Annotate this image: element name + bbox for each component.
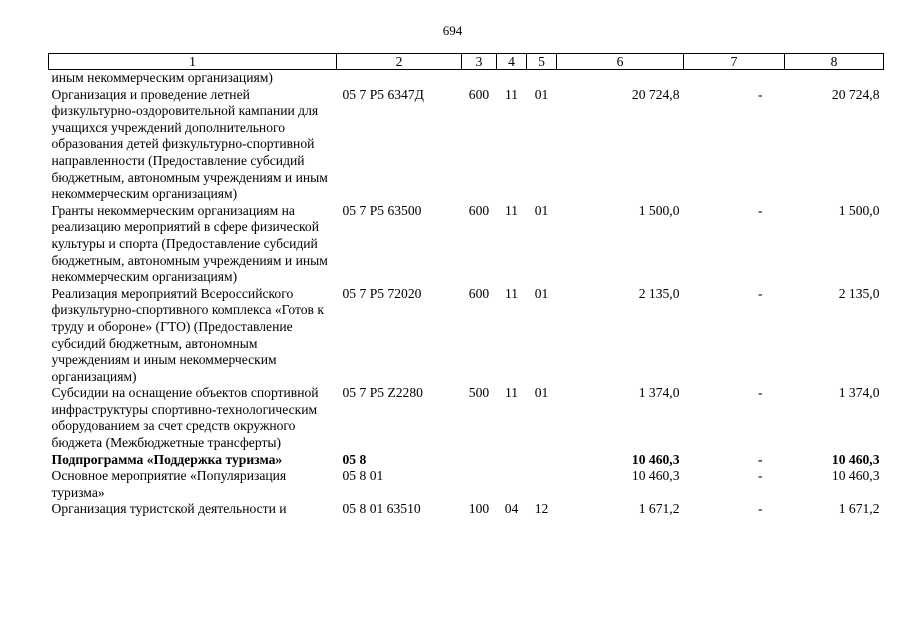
row-amount-final: 1 671,2 bbox=[838, 501, 880, 517]
row-section bbox=[497, 452, 527, 469]
row-subsection: 01 bbox=[534, 285, 549, 301]
row-amount-final: 20 724,8 bbox=[831, 86, 880, 102]
row-amount-total: 1 374,0 bbox=[638, 385, 680, 401]
row-amount-final: 1 500,0 bbox=[838, 202, 880, 218]
row-amount-total: 2 135,0 bbox=[638, 285, 680, 301]
row-type-code bbox=[462, 70, 497, 87]
row-type-code bbox=[462, 452, 497, 469]
row-code: 05 8 01 bbox=[342, 468, 384, 484]
row-type-code: 100 bbox=[468, 501, 490, 517]
row-amount-total: 10 460,3 bbox=[631, 451, 680, 467]
row-name: Гранты некоммерческим организациям на реализацию мероприятий в сфере физической культуры и спорта (Предоставление субсидий бюджетным, автономным учреждениям и иным некоммерческим организациям) bbox=[51, 202, 328, 285]
row-type-code: 600 bbox=[468, 202, 490, 218]
row-amount-change: - bbox=[757, 385, 763, 401]
row-name: Подпрограмма «Поддержка туризма» bbox=[51, 451, 283, 467]
row-type-code: 600 bbox=[468, 285, 490, 301]
row-code bbox=[337, 70, 462, 87]
table-row bbox=[49, 385, 884, 451]
row-subsection: 01 bbox=[534, 86, 549, 102]
table-row bbox=[49, 452, 884, 469]
column-header-4: 4 bbox=[497, 54, 527, 70]
column-header-8: 8 bbox=[785, 54, 884, 70]
row-section: 11 bbox=[504, 202, 519, 218]
row-type-code: 600 bbox=[468, 86, 490, 102]
row-amount-total bbox=[557, 70, 684, 87]
column-header-6: 6 bbox=[557, 54, 684, 70]
table-body bbox=[49, 70, 884, 519]
row-amount-total: 10 460,3 bbox=[631, 468, 680, 484]
row-name: Организация и проведение летней физкультурно-оздоровительной кампании для учащихся учреждений дополнительного образования детей физкультурно-спортивной направленности (Предоставление субсидий бюджетным, автономным учреждениям и иным некоммерческим организациям) bbox=[51, 86, 328, 202]
row-subsection bbox=[527, 452, 557, 469]
row-amount-total: 1 671,2 bbox=[638, 501, 680, 517]
row-type-code: 500 bbox=[468, 385, 490, 401]
row-subsection: 12 bbox=[534, 501, 549, 517]
row-amount-change: - bbox=[757, 501, 763, 517]
row-amount-final: 10 460,3 bbox=[831, 468, 880, 484]
row-subsection: 01 bbox=[534, 385, 549, 401]
column-header-7: 7 bbox=[684, 54, 785, 70]
row-subsection: 01 bbox=[534, 202, 549, 218]
row-section bbox=[497, 70, 527, 87]
row-code: 05 7 Р5 72020 bbox=[342, 285, 422, 301]
table-row bbox=[49, 70, 884, 87]
column-header-5: 5 bbox=[527, 54, 557, 70]
table-row bbox=[49, 87, 884, 203]
row-code: 05 8 01 63510 bbox=[342, 501, 421, 517]
row-code: 05 7 Р5 6347Д bbox=[342, 86, 424, 102]
row-name: Организация туристской деятельности и bbox=[51, 501, 287, 517]
column-header-3: 3 bbox=[462, 54, 497, 70]
column-header-2: 2 bbox=[337, 54, 462, 70]
row-amount-change: - bbox=[757, 86, 763, 102]
row-code: 05 8 bbox=[342, 451, 367, 467]
row-amount-total: 20 724,8 bbox=[631, 86, 680, 102]
table-row bbox=[49, 286, 884, 386]
table-row bbox=[49, 468, 884, 501]
row-amount-final bbox=[785, 70, 884, 87]
row-type-code bbox=[462, 468, 497, 501]
row-amount-final: 10 460,3 bbox=[831, 451, 880, 467]
row-section bbox=[497, 468, 527, 501]
row-amount-final: 2 135,0 bbox=[838, 285, 880, 301]
row-section: 11 bbox=[504, 285, 519, 301]
row-amount-total: 1 500,0 bbox=[638, 202, 680, 218]
row-amount-final: 1 374,0 bbox=[838, 385, 880, 401]
budget-table bbox=[48, 53, 884, 518]
row-subsection bbox=[527, 468, 557, 501]
column-number-header-row bbox=[49, 54, 884, 70]
table-row bbox=[49, 501, 884, 518]
column-header-1: 1 bbox=[49, 54, 337, 70]
row-amount-change: - bbox=[757, 468, 763, 484]
row-section: 11 bbox=[504, 86, 519, 102]
row-section: 04 bbox=[504, 501, 519, 517]
row-section: 11 bbox=[504, 385, 519, 401]
row-amount-change: - bbox=[757, 285, 763, 301]
row-amount-change bbox=[684, 70, 785, 87]
table-row bbox=[49, 203, 884, 286]
row-subsection bbox=[527, 70, 557, 87]
row-amount-change: - bbox=[757, 451, 763, 467]
row-name: Основное мероприятие «Популяризация туризма» bbox=[51, 468, 287, 500]
row-name: Реализация мероприятий Всероссийского физкультурно-спортивного комплекса «Готов к труду и обороне» (ГТО) (Предоставление субсидий бюджетным, автономным учреждениям и иным некоммерческим организациям) bbox=[51, 285, 324, 384]
row-name: Субсидии на оснащение объектов спортивной инфраструктуры спортивно-технологическим оборудованием за счет средств окружного бюджета (Межбюджетные трансферты) bbox=[51, 385, 319, 451]
row-amount-change: - bbox=[757, 202, 763, 218]
row-code: 05 7 Р5 63500 bbox=[342, 202, 422, 218]
page-number: 694 bbox=[442, 23, 463, 38]
row-name: иным некоммерческим организациям) bbox=[51, 70, 273, 85]
row-code: 05 7 Р5 Z2280 bbox=[342, 385, 423, 401]
